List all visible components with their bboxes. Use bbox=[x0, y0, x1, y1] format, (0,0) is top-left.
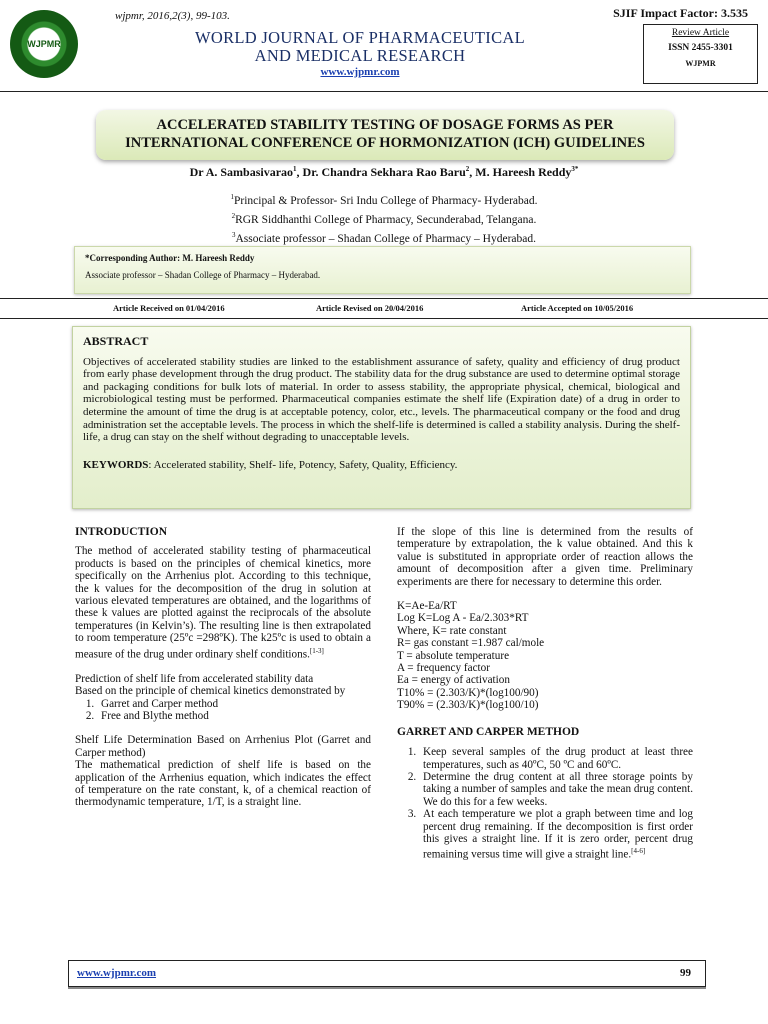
affiliation: $^2$RGR Siddhanthi College of Pharmacy, Secunderabad, Telangana. bbox=[231, 211, 537, 226]
corresponding-author-box bbox=[74, 246, 691, 294]
keywords-list: : Accelerated stability, Shelf- life, Potency, Safety, Quality, Efficiency. bbox=[148, 458, 458, 471]
left-column bbox=[75, 526, 371, 809]
corresponding-detail: Associate professor – Shadan College of Pharmacy – Hyderabad. bbox=[85, 270, 321, 280]
math-paragraph: The mathematical prediction of shelf life is based on the application of the Arrhenius equation, which indicates the effect of temperature on the rate constant, k, of a chemical reaction of thermodynamic temperature, 1/T, is a straight line. bbox=[75, 759, 371, 809]
page-number: 99 bbox=[680, 967, 691, 979]
list-item: 2. Free and Blythe method bbox=[97, 710, 371, 722]
author-name: M. Hareesh Reddy bbox=[475, 165, 572, 179]
list-item: 1. Keep several samples of the drug product at least three temperatures, such as 40ºC, 50 ºC and 60ºC. bbox=[419, 746, 693, 771]
author-sup: 1 bbox=[293, 165, 297, 173]
garret-carper-heading: GARRET AND CARPER METHOD bbox=[397, 725, 580, 738]
author-name: Dr A. Sambasivarao bbox=[189, 165, 294, 179]
list-item: 2. Determine the drug content at all three storage points by taking a number of samples and take the mean drug content. We do this for a few weeks. bbox=[419, 771, 693, 808]
author-list: Dr A. Sambasivarao$^1$, Dr. Chandra Sekhara Rao Baru$^2$, M. Hareesh Reddy$^{3*}$ bbox=[189, 165, 579, 179]
article-title bbox=[96, 110, 674, 160]
issn-code: WJPMR bbox=[685, 59, 716, 68]
intro-paragraph: The method of accelerated stability testing of pharmaceutical products is based on the principles of chemical kinetics, more specifically on the Arrhenius plot. According to this technique, the k values for the decomposition of the drug in solution at various elevated temperatures are obtained, and the logarithms of these k values are plotted against the reciprocals of the absolute temperatures (in Kelvin’s). The resulting line is then extrapolated to room temperature (25ºc =298ºK). The k25ºc is used to obtain a measure of the drug under ordinary shelf conditions.[1-3] bbox=[75, 545, 371, 661]
list-item: 3. At each temperature we plot a graph between time and log percent drug remaining. If the decomposition is first order this gives a straight line. If it is zero order, percent drug remaining versus time will give a straight line.[4-6] bbox=[419, 808, 693, 861]
corresponding-label: *Corresponding Author: M. Hareesh Reddy bbox=[85, 253, 255, 263]
equation-line: A = frequency factor bbox=[397, 662, 490, 675]
page-footer bbox=[68, 960, 706, 987]
journal-logo bbox=[10, 10, 78, 78]
slope-paragraph: If the slope of this line is determined from the results of temperature by extrapolation, the k value obtained. And this k value is substituted in appropriate order of reaction allows the amount of decomposition after a given time. Preliminary experiments are there for necessary to determine this order. bbox=[397, 526, 693, 588]
equation-line: Where, K= rate constant bbox=[397, 624, 507, 637]
journal-title-line2: AND MEDICAL RESEARCH bbox=[254, 46, 466, 65]
affiliation: $^1$Principal & Professor- Sri Indu College of Pharmacy- Hyderabad. bbox=[230, 193, 538, 207]
equation-block bbox=[397, 600, 693, 712]
author-sup: 3* bbox=[571, 165, 579, 173]
impact-factor: SJIF Impact Factor: 3.535 bbox=[613, 6, 748, 20]
shelf-life-heading: Shelf Life Determination Based on Arrhenius Plot (Garret and Carper method) bbox=[75, 734, 371, 759]
citation-ref: [4-6] bbox=[631, 847, 646, 856]
equation-line: T90% = (2.303/K)*(log100/10) bbox=[397, 699, 539, 712]
logo-text: WJPMR bbox=[27, 39, 61, 49]
issn-box bbox=[643, 24, 758, 84]
introduction-heading: INTRODUCTION bbox=[75, 526, 168, 538]
method-list bbox=[75, 698, 371, 723]
title-line2: INTERNATIONAL CONFERENCE OF HORMONIZATION (ICH) GUIDELINES bbox=[125, 135, 645, 151]
journal-title bbox=[150, 29, 570, 65]
journal-title-line1: WORLD JOURNAL OF PHARMACEUTICAL bbox=[195, 28, 525, 47]
date-received: Article Received on 01/04/2016 bbox=[113, 303, 225, 313]
equation-line: K=Ae-Ea/RT bbox=[397, 600, 457, 613]
date-revised: Article Revised on 20/04/2016 bbox=[316, 303, 424, 313]
citation: wjpmr, 2016,2(3), 99-103. bbox=[115, 10, 230, 22]
author-sup: 2 bbox=[465, 165, 470, 173]
header-divider bbox=[0, 91, 768, 92]
list-item: 1. Garret and Carper method bbox=[97, 698, 371, 710]
citation-ref: [1-3] bbox=[309, 646, 324, 655]
keywords-label: KEYWORDS bbox=[83, 458, 149, 471]
author-name: Dr. Chandra Sekhara Rao Baru bbox=[302, 165, 466, 179]
abstract-text: Objectives of accelerated stability studies are linked to the establishment assurance of safety, quality and efficiency of drug product from early phase development through the drug product. The stability data for the drug substance are used to determine optimal storage and packaging conditions for bulk lots of material. In order to assess stability, the appropriate physical, chemical, biological and microbiological testing must be performed. Pharmaceutical companies estimate the shelf life (Expiration date) of a drug in order to determine the amount of time the drug is at acceptable potency, color, etc., levels. The pharmaceutical company or the food and drug administration set the acceptable levels. The process in which the shelf-life is determined is called a stability analysis. During the shelf-life, a drug can stay on the shelf without degrading to unacceptable levels. bbox=[83, 355, 680, 444]
article-type: Review Article bbox=[671, 28, 730, 38]
footer-url-link[interactable]: www.wjpmr.com bbox=[77, 967, 157, 979]
equation-line: R= gas constant =1.987 cal/mole bbox=[397, 637, 545, 650]
dates-top-divider bbox=[0, 298, 768, 299]
issn: ISSN 2455-3301 bbox=[668, 43, 733, 53]
dates-bottom-divider bbox=[0, 318, 768, 319]
title-line1: ACCELERATED STABILITY TESTING OF DOSAGE FORMS AS PER bbox=[156, 117, 614, 133]
abstract-heading: ABSTRACT bbox=[83, 334, 149, 348]
date-accepted: Article Accepted on 10/05/2016 bbox=[521, 303, 634, 313]
affiliation: $^3$Associate professor – Shadan College of Pharmacy – Hyderabad. bbox=[231, 230, 536, 245]
affiliations bbox=[0, 190, 768, 246]
equation-line: T10% = (2.303/K)*(log100/90) bbox=[397, 686, 539, 699]
principle-line: Based on the principle of chemical kinetics demonstrated by bbox=[75, 685, 346, 698]
journal-url-link[interactable]: www.wjpmr.com bbox=[320, 66, 400, 78]
prediction-line: Prediction of shelf life from accelerated stability data bbox=[75, 672, 314, 685]
keywords bbox=[83, 459, 680, 472]
equation-line: Ea = energy of activation bbox=[397, 674, 510, 687]
equation-line: Log K=Log A - Ea/2.303*RT bbox=[397, 612, 529, 625]
abstract-box bbox=[72, 326, 691, 509]
right-column bbox=[397, 526, 693, 861]
equation-line: T = absolute temperature bbox=[397, 649, 510, 662]
steps-list bbox=[397, 746, 693, 861]
